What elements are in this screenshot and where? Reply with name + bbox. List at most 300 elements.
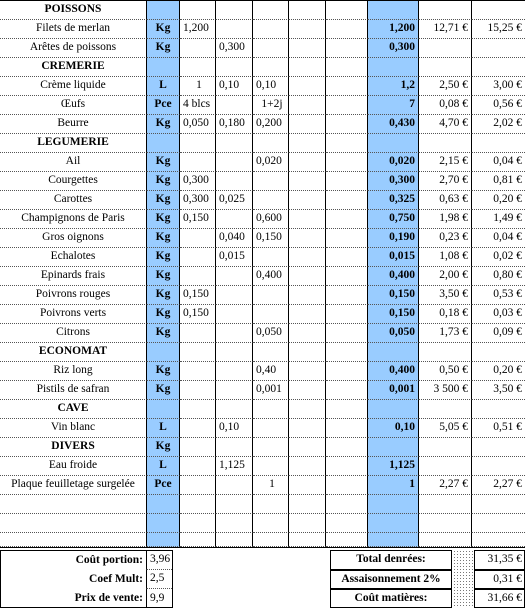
quantity-3-cell[interactable] bbox=[253, 134, 289, 153]
spacer-cell bbox=[326, 1, 368, 20]
line-cost-cell[interactable] bbox=[472, 1, 525, 20]
quantity-2-cell[interactable] bbox=[216, 514, 253, 533]
quantity-1-cell[interactable] bbox=[180, 362, 216, 381]
sheet-bottom-border bbox=[0, 547, 525, 548]
line-cost-cell[interactable]: 0,81 € bbox=[472, 172, 525, 191]
quantity-1-cell[interactable] bbox=[180, 457, 216, 476]
unit-cell[interactable]: Pce bbox=[147, 96, 180, 115]
quantity-1-cell[interactable]: 0,300 bbox=[180, 172, 216, 191]
spacer-cell bbox=[289, 495, 326, 514]
line-cost-cell[interactable]: 0,02 € bbox=[472, 248, 525, 267]
spacer-cell bbox=[326, 305, 368, 324]
unit-cell[interactable] bbox=[147, 533, 180, 547]
spacer-cell bbox=[289, 229, 326, 248]
quantity-1-cell[interactable] bbox=[180, 419, 216, 438]
quantity-3-cell[interactable] bbox=[253, 58, 289, 77]
line-cost-cell[interactable] bbox=[472, 39, 525, 58]
total-quantity-cell[interactable]: 0,325 bbox=[368, 191, 419, 210]
total-quantity-cell[interactable] bbox=[368, 134, 419, 153]
total-quantity-cell[interactable] bbox=[368, 400, 419, 419]
prix-vente-value[interactable]: 9,9 bbox=[146, 589, 172, 608]
spacer-cell bbox=[326, 96, 368, 115]
ingredient-name[interactable] bbox=[0, 533, 147, 547]
spacer-cell bbox=[289, 115, 326, 134]
total-quantity-cell[interactable] bbox=[368, 58, 419, 77]
unit-cell[interactable] bbox=[147, 495, 180, 514]
unit-price-cell[interactable] bbox=[419, 438, 472, 457]
total-quantity-cell[interactable] bbox=[368, 438, 419, 457]
line-cost-cell[interactable]: 0,80 € bbox=[472, 267, 525, 286]
spacer-cell bbox=[326, 172, 368, 191]
line-cost-cell[interactable]: 0,04 € bbox=[472, 153, 525, 172]
total-quantity-cell[interactable]: 1,200 bbox=[368, 20, 419, 39]
quantity-1-cell[interactable] bbox=[180, 267, 216, 286]
quantity-1-cell[interactable] bbox=[180, 495, 216, 514]
quantity-2-cell[interactable] bbox=[216, 343, 253, 362]
spacer-cell bbox=[326, 457, 368, 476]
unit-price-cell[interactable] bbox=[419, 39, 472, 58]
quantity-2-cell[interactable] bbox=[216, 362, 253, 381]
quantity-2-cell[interactable] bbox=[216, 305, 253, 324]
section-header[interactable]: LEGUMERIE bbox=[0, 134, 147, 153]
unit-cell[interactable]: Kg bbox=[147, 191, 180, 210]
spacer-cell bbox=[326, 514, 368, 533]
spacer-cell bbox=[326, 77, 368, 96]
unit-cell[interactable]: Kg bbox=[147, 248, 180, 267]
quantity-3-cell[interactable]: 0,200 bbox=[253, 115, 289, 134]
quantity-3-cell[interactable]: 0,10 bbox=[253, 77, 289, 96]
line-cost-cell[interactable]: 0,53 € bbox=[472, 286, 525, 305]
quantity-2-cell[interactable]: 0,10 bbox=[216, 77, 253, 96]
quantity-2-cell[interactable]: 0,180 bbox=[216, 115, 253, 134]
line-cost-cell[interactable] bbox=[472, 514, 525, 533]
total-quantity-cell[interactable] bbox=[368, 1, 419, 20]
quantity-3-cell[interactable] bbox=[253, 419, 289, 438]
unit-price-cell[interactable] bbox=[419, 400, 472, 419]
spacer-cell bbox=[326, 58, 368, 77]
line-cost-cell[interactable]: 0,56 € bbox=[472, 96, 525, 115]
quantity-1-cell[interactable]: 0,150 bbox=[180, 305, 216, 324]
quantity-3-cell[interactable]: 1 bbox=[253, 476, 289, 495]
unit-price-cell[interactable] bbox=[419, 58, 472, 77]
spacer-cell bbox=[289, 134, 326, 153]
cout-portion-label: Coût portion: bbox=[75, 553, 143, 566]
quantity-3-cell[interactable] bbox=[253, 172, 289, 191]
unit-cell[interactable]: Kg bbox=[147, 153, 180, 172]
spacer-cell bbox=[326, 115, 368, 134]
line-cost-cell[interactable] bbox=[472, 343, 525, 362]
total-quantity-cell[interactable] bbox=[368, 514, 419, 533]
quantity-1-cell[interactable]: 0,150 bbox=[180, 210, 216, 229]
total-quantity-cell[interactable] bbox=[368, 533, 419, 547]
quantity-1-cell[interactable]: 1,200 bbox=[180, 20, 216, 39]
ingredient-name[interactable]: Riz long bbox=[0, 362, 147, 381]
unit-price-cell[interactable]: 12,71 € bbox=[419, 20, 472, 39]
quantity-3-cell[interactable] bbox=[253, 1, 289, 20]
total-quantity-cell[interactable]: 1 bbox=[368, 476, 419, 495]
unit-cell[interactable]: Kg bbox=[147, 305, 180, 324]
total-quantity-cell[interactable] bbox=[368, 495, 419, 514]
spacer-cell bbox=[289, 1, 326, 20]
unit-cell[interactable]: L bbox=[147, 457, 180, 476]
ingredient-name[interactable]: Filets de merlan bbox=[0, 20, 147, 39]
unit-cell[interactable]: Pce bbox=[147, 476, 180, 495]
quantity-1-cell[interactable]: 1 bbox=[180, 77, 216, 96]
total-quantity-cell[interactable]: 0,10 bbox=[368, 419, 419, 438]
spacer-cell bbox=[289, 96, 326, 115]
spacer-cell bbox=[326, 267, 368, 286]
spacer-cell bbox=[289, 286, 326, 305]
unit-price-cell[interactable]: 2,15 € bbox=[419, 153, 472, 172]
hatched-filler bbox=[453, 550, 474, 608]
quantity-1-cell[interactable] bbox=[180, 533, 216, 547]
prix-vente-label: Prix de vente: bbox=[74, 591, 143, 604]
spacer-cell bbox=[326, 533, 368, 547]
unit-cell[interactable] bbox=[147, 1, 180, 20]
ingredient-name[interactable]: Vin blanc bbox=[0, 419, 147, 438]
unit-price-cell[interactable] bbox=[419, 343, 472, 362]
total-quantity-cell[interactable]: 1,2 bbox=[368, 77, 419, 96]
unit-price-cell[interactable]: 2,50 € bbox=[419, 77, 472, 96]
spacer-cell bbox=[326, 134, 368, 153]
quantity-3-cell[interactable] bbox=[253, 514, 289, 533]
assaisonnement-label: Assaisonnement 2% bbox=[341, 572, 441, 585]
section-header[interactable]: DIVERS bbox=[0, 438, 147, 457]
ingredient-name[interactable]: Crème liquide bbox=[0, 77, 147, 96]
spacer-cell bbox=[289, 438, 326, 457]
total-denrees-value[interactable]: 31,35 € bbox=[487, 553, 522, 566]
spacer-cell bbox=[289, 191, 326, 210]
spacer-cell bbox=[289, 343, 326, 362]
quantity-2-cell[interactable]: 0,10 bbox=[216, 419, 253, 438]
line-cost-cell[interactable] bbox=[472, 58, 525, 77]
unit-cell[interactable]: Kg bbox=[147, 229, 180, 248]
spacer-cell bbox=[289, 153, 326, 172]
quantity-3-cell[interactable]: 0,020 bbox=[253, 153, 289, 172]
spacer-cell bbox=[289, 514, 326, 533]
quantity-1-cell[interactable] bbox=[180, 248, 216, 267]
quantity-2-cell[interactable] bbox=[216, 533, 253, 547]
unit-price-cell[interactable]: 1,98 € bbox=[419, 210, 472, 229]
quantity-3-cell[interactable]: 0,600 bbox=[253, 210, 289, 229]
unit-price-cell[interactable] bbox=[419, 533, 472, 547]
sheet-top-border bbox=[0, 0, 525, 1]
unit-price-cell[interactable]: 1,08 € bbox=[419, 248, 472, 267]
unit-cell[interactable]: Kg bbox=[147, 20, 180, 39]
ingredient-name[interactable]: Ail bbox=[0, 153, 147, 172]
unit-price-cell[interactable] bbox=[419, 495, 472, 514]
unit-price-cell[interactable]: 2,27 € bbox=[419, 476, 472, 495]
spacer-cell bbox=[326, 248, 368, 267]
ingredient-name[interactable] bbox=[0, 514, 147, 533]
total-quantity-cell[interactable] bbox=[368, 343, 419, 362]
unit-cell[interactable]: Kg bbox=[147, 39, 180, 58]
line-cost-cell[interactable]: 3,50 € bbox=[472, 381, 525, 400]
spacer-cell bbox=[326, 210, 368, 229]
quantity-3-cell[interactable] bbox=[253, 286, 289, 305]
line-cost-cell[interactable]: 3,00 € bbox=[472, 77, 525, 96]
quantity-1-cell[interactable]: 0,300 bbox=[180, 191, 216, 210]
line-cost-cell[interactable] bbox=[472, 438, 525, 457]
unit-cell[interactable] bbox=[147, 58, 180, 77]
spacer-cell bbox=[289, 400, 326, 419]
ingredient-name[interactable] bbox=[0, 495, 147, 514]
quantity-3-cell[interactable] bbox=[253, 39, 289, 58]
total-denrees-label: Total denrées: bbox=[356, 553, 426, 566]
quantity-2-cell[interactable]: 0,040 bbox=[216, 229, 253, 248]
spacer-cell bbox=[289, 381, 326, 400]
unit-cell[interactable] bbox=[147, 400, 180, 419]
quantity-1-cell[interactable]: 0,050 bbox=[180, 115, 216, 134]
quantity-1-cell[interactable] bbox=[180, 1, 216, 20]
line-cost-cell[interactable]: 0,20 € bbox=[472, 191, 525, 210]
unit-price-cell[interactable]: 0,08 € bbox=[419, 96, 472, 115]
cout-portion-value[interactable]: 3,96 bbox=[146, 551, 172, 570]
coef-mult-value[interactable]: 2,5 bbox=[146, 570, 172, 589]
ingredient-name[interactable]: Beurre bbox=[0, 115, 147, 134]
spacer-cell bbox=[326, 191, 368, 210]
total-quantity-cell[interactable]: 0,300 bbox=[368, 172, 419, 191]
quantity-2-cell[interactable] bbox=[216, 495, 253, 514]
quantity-3-cell[interactable]: 0,150 bbox=[253, 229, 289, 248]
quantity-1-cell[interactable] bbox=[180, 438, 216, 457]
line-cost-cell[interactable]: 15,25 € bbox=[472, 20, 525, 39]
line-cost-cell[interactable] bbox=[472, 533, 525, 547]
unit-cell[interactable]: Kg bbox=[147, 210, 180, 229]
spacer-cell bbox=[326, 20, 368, 39]
quantity-3-cell[interactable] bbox=[253, 248, 289, 267]
line-cost-cell[interactable]: 0,51 € bbox=[472, 419, 525, 438]
quantity-3-cell[interactable] bbox=[253, 533, 289, 547]
line-cost-cell[interactable]: 2,27 € bbox=[472, 476, 525, 495]
line-cost-cell[interactable] bbox=[472, 457, 525, 476]
total-quantity-cell[interactable]: 0,400 bbox=[368, 267, 419, 286]
unit-price-cell[interactable]: 3,50 € bbox=[419, 286, 472, 305]
unit-cell[interactable]: L bbox=[147, 77, 180, 96]
quantity-2-cell[interactable] bbox=[216, 438, 253, 457]
total-quantity-cell[interactable]: 0,015 bbox=[368, 248, 419, 267]
quantity-2-cell[interactable] bbox=[216, 172, 253, 191]
assaisonnement-value[interactable]: 0,31 € bbox=[493, 572, 522, 585]
quantity-2-cell[interactable] bbox=[216, 324, 253, 343]
unit-cell[interactable]: Kg bbox=[147, 115, 180, 134]
total-quantity-cell[interactable]: 0,050 bbox=[368, 324, 419, 343]
line-cost-cell[interactable]: 0,20 € bbox=[472, 362, 525, 381]
unit-cell[interactable]: Kg bbox=[147, 438, 180, 457]
unit-cell[interactable]: L bbox=[147, 419, 180, 438]
ingredient-name[interactable]: Epinards frais bbox=[0, 267, 147, 286]
quantity-3-cell[interactable] bbox=[253, 495, 289, 514]
unit-price-cell[interactable]: 3 500 € bbox=[419, 381, 472, 400]
quantity-2-cell[interactable] bbox=[216, 476, 253, 495]
total-quantity-cell[interactable]: 0,750 bbox=[368, 210, 419, 229]
quantity-2-cell[interactable] bbox=[216, 58, 253, 77]
unit-price-cell[interactable]: 0,63 € bbox=[419, 191, 472, 210]
cout-matieres-label: Coût matières: bbox=[354, 591, 428, 604]
unit-price-cell[interactable]: 2,70 € bbox=[419, 172, 472, 191]
quantity-2-cell[interactable] bbox=[216, 1, 253, 20]
total-quantity-cell[interactable]: 0,190 bbox=[368, 229, 419, 248]
quantity-1-cell[interactable] bbox=[180, 153, 216, 172]
quantity-3-cell[interactable] bbox=[253, 438, 289, 457]
spacer-cell bbox=[289, 324, 326, 343]
total-quantity-cell[interactable]: 0,300 bbox=[368, 39, 419, 58]
unit-price-cell[interactable] bbox=[419, 457, 472, 476]
spacer-cell bbox=[289, 77, 326, 96]
unit-cell[interactable] bbox=[147, 514, 180, 533]
spacer-cell bbox=[326, 419, 368, 438]
spacer-cell bbox=[289, 457, 326, 476]
ingredient-name[interactable]: Citrons bbox=[0, 324, 147, 343]
unit-price-cell[interactable]: 4,70 € bbox=[419, 115, 472, 134]
quantity-3-cell[interactable]: 0,40 bbox=[253, 362, 289, 381]
quantity-2-cell[interactable] bbox=[216, 381, 253, 400]
spacer-cell bbox=[326, 476, 368, 495]
quantity-1-cell[interactable] bbox=[180, 324, 216, 343]
quantity-2-cell[interactable] bbox=[216, 134, 253, 153]
quantity-3-cell[interactable]: 0,400 bbox=[253, 267, 289, 286]
quantity-2-cell[interactable]: 0,300 bbox=[216, 39, 253, 58]
unit-price-cell[interactable] bbox=[419, 514, 472, 533]
line-cost-cell[interactable]: 2,02 € bbox=[472, 115, 525, 134]
quantity-3-cell[interactable] bbox=[253, 305, 289, 324]
quantity-1-cell[interactable] bbox=[180, 476, 216, 495]
section-header[interactable]: CREMERIE bbox=[0, 58, 147, 77]
spacer-cell bbox=[289, 533, 326, 547]
section-header[interactable]: CAVE bbox=[0, 400, 147, 419]
spacer-cell bbox=[289, 58, 326, 77]
spacer-cell bbox=[326, 400, 368, 419]
spacer-cell bbox=[289, 20, 326, 39]
ingredient-name[interactable]: Courgettes bbox=[0, 172, 147, 191]
quantity-1-cell[interactable] bbox=[180, 514, 216, 533]
total-quantity-cell[interactable]: 0,001 bbox=[368, 381, 419, 400]
quantity-2-cell[interactable] bbox=[216, 286, 253, 305]
spacer-cell bbox=[289, 476, 326, 495]
spacer-cell bbox=[289, 172, 326, 191]
quantity-2-cell[interactable] bbox=[216, 267, 253, 286]
quantity-3-cell[interactable] bbox=[253, 457, 289, 476]
quantity-1-cell[interactable] bbox=[180, 58, 216, 77]
unit-cell[interactable]: Kg bbox=[147, 324, 180, 343]
quantity-3-cell[interactable] bbox=[253, 20, 289, 39]
spacer-cell bbox=[289, 248, 326, 267]
unit-price-cell[interactable]: 2,00 € bbox=[419, 267, 472, 286]
unit-price-cell[interactable] bbox=[419, 134, 472, 153]
quantity-2-cell[interactable]: 0,025 bbox=[216, 191, 253, 210]
ingredient-name[interactable]: Pistils de safran bbox=[0, 381, 147, 400]
total-quantity-cell[interactable]: 0,150 bbox=[368, 286, 419, 305]
quantity-1-cell[interactable]: 4 blcs bbox=[180, 96, 216, 115]
total-quantity-cell[interactable]: 0,430 bbox=[368, 115, 419, 134]
quantity-1-cell[interactable] bbox=[180, 381, 216, 400]
ingredient-name[interactable]: Eau froide bbox=[0, 457, 147, 476]
line-cost-cell[interactable]: 0,09 € bbox=[472, 324, 525, 343]
quantity-2-cell[interactable] bbox=[216, 96, 253, 115]
unit-cell[interactable]: Kg bbox=[147, 172, 180, 191]
spacer-cell bbox=[326, 153, 368, 172]
coef-mult-label: Coef Mult: bbox=[89, 572, 143, 585]
total-quantity-cell[interactable]: 0,020 bbox=[368, 153, 419, 172]
unit-cell[interactable] bbox=[147, 343, 180, 362]
spacer-cell bbox=[326, 324, 368, 343]
ingredient-name[interactable]: Plaque feuilletage surgelée bbox=[0, 476, 147, 495]
line-cost-cell[interactable]: 1,49 € bbox=[472, 210, 525, 229]
spacer-cell bbox=[289, 362, 326, 381]
quantity-1-cell[interactable] bbox=[180, 134, 216, 153]
quantity-2-cell[interactable] bbox=[216, 20, 253, 39]
spacer-cell bbox=[326, 362, 368, 381]
quantity-2-cell[interactable]: 0,015 bbox=[216, 248, 253, 267]
quantity-1-cell[interactable] bbox=[180, 229, 216, 248]
unit-cell[interactable]: Kg bbox=[147, 362, 180, 381]
total-quantity-cell[interactable]: 7 bbox=[368, 96, 419, 115]
quantity-1-cell[interactable] bbox=[180, 39, 216, 58]
spacer-cell bbox=[326, 39, 368, 58]
ingredient-name[interactable]: Carottes bbox=[0, 191, 147, 210]
quantity-2-cell[interactable] bbox=[216, 400, 253, 419]
ingredient-name[interactable]: Poivrons rouges bbox=[0, 286, 147, 305]
ingredient-name[interactable]: Poivrons verts bbox=[0, 305, 147, 324]
line-cost-cell[interactable] bbox=[472, 134, 525, 153]
line-cost-cell[interactable] bbox=[472, 495, 525, 514]
quantity-1-cell[interactable]: 0,150 bbox=[180, 286, 216, 305]
unit-price-cell[interactable]: 0,50 € bbox=[419, 362, 472, 381]
unit-price-cell[interactable]: 0,18 € bbox=[419, 305, 472, 324]
unit-cell[interactable]: Kg bbox=[147, 381, 180, 400]
ingredient-name[interactable]: Echalotes bbox=[0, 248, 147, 267]
ingredient-name[interactable]: Champignons de Paris bbox=[0, 210, 147, 229]
quantity-2-cell[interactable]: 1,125 bbox=[216, 457, 253, 476]
section-header[interactable]: POISSONS bbox=[0, 1, 147, 20]
quantity-3-cell[interactable] bbox=[253, 400, 289, 419]
spacer-cell bbox=[326, 495, 368, 514]
spacer-cell bbox=[326, 286, 368, 305]
unit-price-cell[interactable]: 5,05 € bbox=[419, 419, 472, 438]
unit-price-cell[interactable]: 1,73 € bbox=[419, 324, 472, 343]
spacer-cell bbox=[326, 381, 368, 400]
line-cost-cell[interactable]: 0,04 € bbox=[472, 229, 525, 248]
unit-price-cell[interactable] bbox=[419, 1, 472, 20]
unit-cell[interactable]: Kg bbox=[147, 267, 180, 286]
quantity-3-cell[interactable] bbox=[253, 191, 289, 210]
spacer-cell bbox=[289, 305, 326, 324]
unit-cell[interactable]: Kg bbox=[147, 286, 180, 305]
quantity-3-cell[interactable]: 1+2j bbox=[253, 96, 289, 115]
quantity-2-cell[interactable] bbox=[216, 210, 253, 229]
spacer-cell bbox=[289, 419, 326, 438]
line-cost-cell[interactable]: 0,03 € bbox=[472, 305, 525, 324]
quantity-1-cell[interactable] bbox=[180, 343, 216, 362]
ingredient-name[interactable]: Œufs bbox=[0, 96, 147, 115]
ingredient-name[interactable]: Arêtes de poissons bbox=[0, 39, 147, 58]
ingredient-name[interactable]: Gros oignons bbox=[0, 229, 147, 248]
quantity-3-cell[interactable]: 0,050 bbox=[253, 324, 289, 343]
total-quantity-cell[interactable]: 1,125 bbox=[368, 457, 419, 476]
total-quantity-cell[interactable]: 0,150 bbox=[368, 305, 419, 324]
cout-matieres-value[interactable]: 31,66 € bbox=[487, 591, 522, 604]
unit-cell[interactable] bbox=[147, 134, 180, 153]
quantity-3-cell[interactable]: 0,001 bbox=[253, 381, 289, 400]
quantity-3-cell[interactable] bbox=[253, 343, 289, 362]
line-cost-cell[interactable] bbox=[472, 400, 525, 419]
quantity-1-cell[interactable] bbox=[180, 400, 216, 419]
spacer-cell bbox=[289, 39, 326, 58]
quantity-2-cell[interactable] bbox=[216, 153, 253, 172]
total-quantity-cell[interactable]: 0,400 bbox=[368, 362, 419, 381]
section-header[interactable]: ECONOMAT bbox=[0, 343, 147, 362]
unit-price-cell[interactable]: 0,23 € bbox=[419, 229, 472, 248]
